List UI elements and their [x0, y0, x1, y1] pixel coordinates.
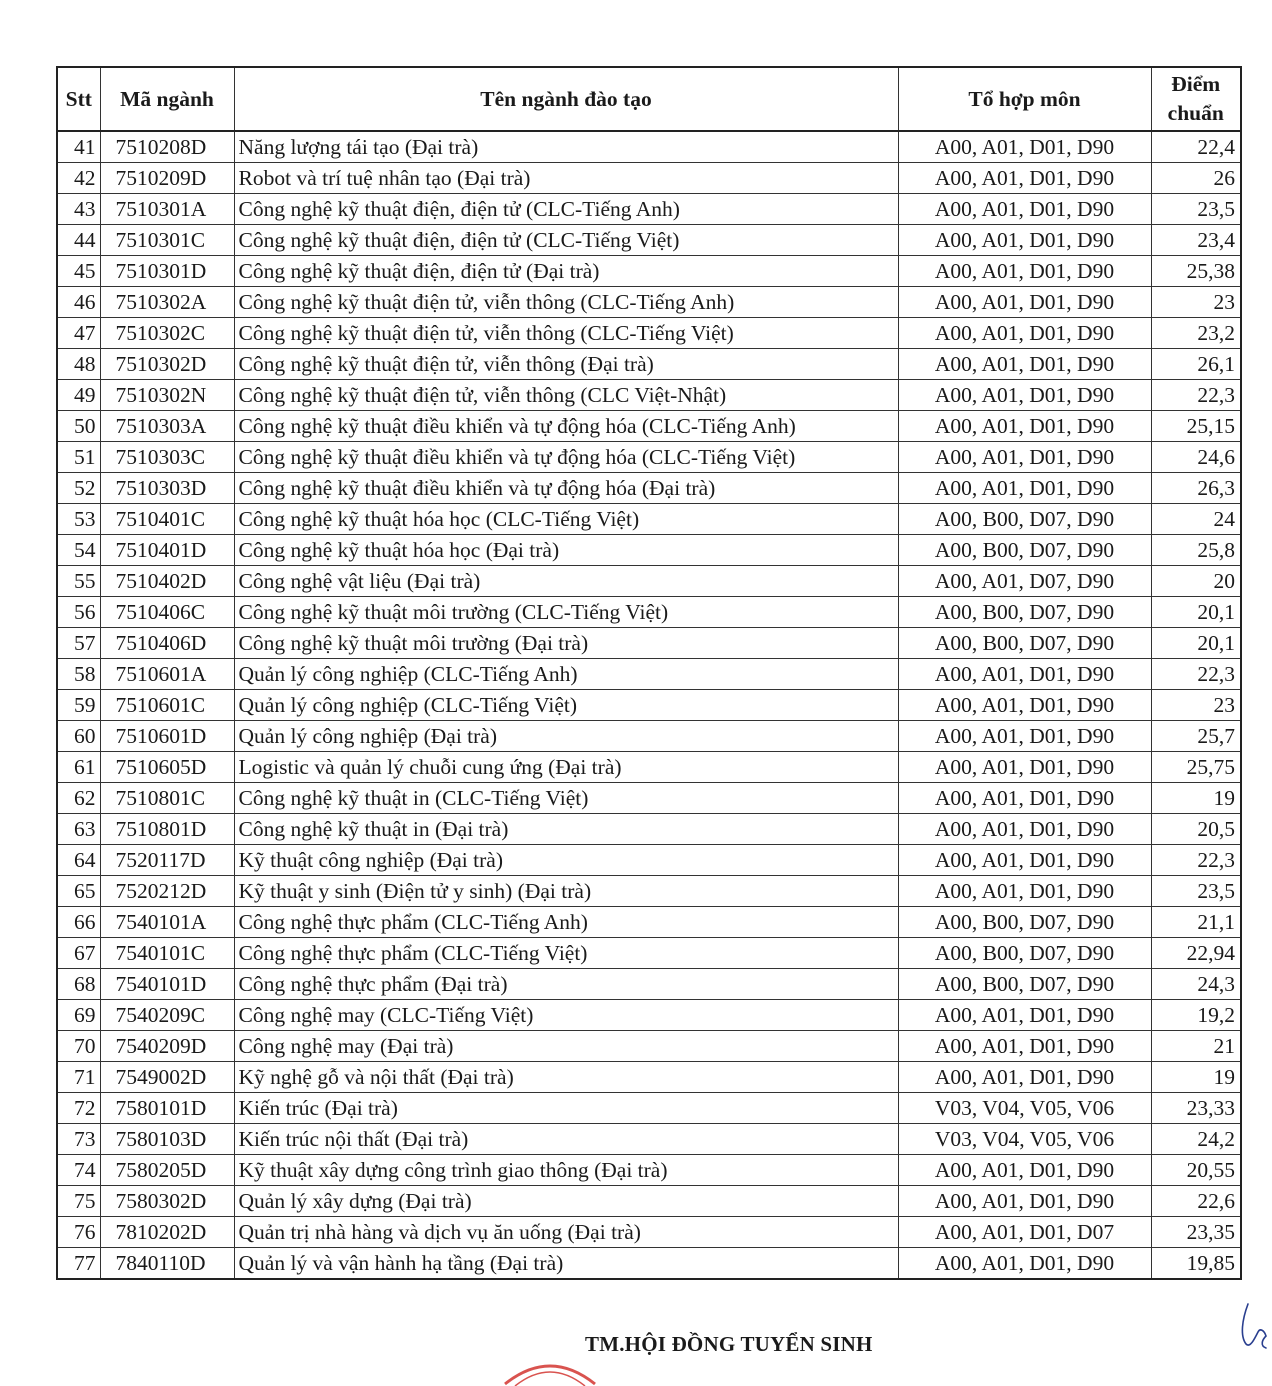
header-code: Mã ngành	[100, 67, 234, 131]
row-combo: A00, A01, D01, D90	[898, 876, 1151, 907]
row-name: Kiến trúc nội thất (Đại trà)	[234, 1124, 898, 1155]
table-row	[57, 473, 1241, 504]
row-code: 7540101D	[100, 969, 234, 1000]
row-score: 20,1	[1151, 597, 1241, 628]
table-row	[57, 442, 1241, 473]
row-combo: A00, B00, D07, D90	[898, 938, 1151, 969]
row-combo: A00, A01, D01, D90	[898, 256, 1151, 287]
row-code: 7510601A	[100, 659, 234, 690]
row-stt: 73	[57, 1124, 100, 1155]
row-name: Công nghệ kỹ thuật hóa học (CLC-Tiếng Việt)	[234, 504, 898, 535]
row-combo: A00, A01, D01, D90	[898, 287, 1151, 318]
row-combo: A00, B00, D07, D90	[898, 535, 1151, 566]
row-stt: 55	[57, 566, 100, 597]
row-code: 7510401D	[100, 535, 234, 566]
row-name: Quản lý công nghiệp (Đại trà)	[234, 721, 898, 752]
row-name: Quản lý công nghiệp (CLC-Tiếng Việt)	[234, 690, 898, 721]
row-code: 7510302C	[100, 318, 234, 349]
table-row	[57, 535, 1241, 566]
row-stt: 56	[57, 597, 100, 628]
row-code: 7549002D	[100, 1062, 234, 1093]
row-name: Công nghệ kỹ thuật điều khiển và tự động hóa (CLC-Tiếng Việt)	[234, 442, 898, 473]
row-code: 7510302D	[100, 349, 234, 380]
row-stt: 69	[57, 1000, 100, 1031]
row-name: Robot và trí tuệ nhân tạo (Đại trà)	[234, 163, 898, 194]
row-score: 25,7	[1151, 721, 1241, 752]
row-combo: A00, A01, D01, D07	[898, 1217, 1151, 1248]
table-row	[57, 845, 1241, 876]
row-name: Công nghệ kỹ thuật điện, điện tử (Đại trà)	[234, 256, 898, 287]
row-stt: 76	[57, 1217, 100, 1248]
row-stt: 50	[57, 411, 100, 442]
header-score: Điểm chuẩn	[1151, 67, 1241, 131]
row-code: 7510401C	[100, 504, 234, 535]
table-row	[57, 1217, 1241, 1248]
table-row	[57, 1000, 1241, 1031]
row-name: Logistic và quản lý chuỗi cung ứng (Đại trà)	[234, 752, 898, 783]
row-score: 24,2	[1151, 1124, 1241, 1155]
row-name: Công nghệ kỹ thuật điện, điện tử (CLC-Tiếng Việt)	[234, 225, 898, 256]
row-score: 22,94	[1151, 938, 1241, 969]
table-row	[57, 504, 1241, 535]
row-code: 7510209D	[100, 163, 234, 194]
row-score: 19,2	[1151, 1000, 1241, 1031]
row-stt: 68	[57, 969, 100, 1000]
row-name: Năng lượng tái tạo (Đại trà)	[234, 131, 898, 163]
row-stt: 62	[57, 783, 100, 814]
row-stt: 67	[57, 938, 100, 969]
table-row	[57, 1186, 1241, 1217]
row-name: Công nghệ thực phẩm (Đại trà)	[234, 969, 898, 1000]
table-row	[57, 1124, 1241, 1155]
table-row	[57, 1031, 1241, 1062]
admission-score-table	[56, 66, 1242, 1280]
row-combo: A00, A01, D01, D90	[898, 814, 1151, 845]
row-score: 22,3	[1151, 659, 1241, 690]
row-score: 23,4	[1151, 225, 1241, 256]
table-row	[57, 566, 1241, 597]
row-code: 7520212D	[100, 876, 234, 907]
row-combo: A00, B00, D07, D90	[898, 969, 1151, 1000]
row-name: Công nghệ kỹ thuật in (CLC-Tiếng Việt)	[234, 783, 898, 814]
row-code: 7510605D	[100, 752, 234, 783]
row-code: 7540209C	[100, 1000, 234, 1031]
table-row	[57, 659, 1241, 690]
row-combo: A00, A01, D01, D90	[898, 752, 1151, 783]
row-combo: A00, A01, D01, D90	[898, 659, 1151, 690]
row-code: 7510303A	[100, 411, 234, 442]
row-stt: 48	[57, 349, 100, 380]
row-score: 23	[1151, 287, 1241, 318]
row-combo: A00, A01, D01, D90	[898, 349, 1151, 380]
row-name: Công nghệ kỹ thuật điện, điện tử (CLC-Tiếng Anh)	[234, 194, 898, 225]
row-combo: A00, A01, D01, D90	[898, 194, 1151, 225]
row-name: Công nghệ kỹ thuật hóa học (Đại trà)	[234, 535, 898, 566]
row-stt: 65	[57, 876, 100, 907]
table-row	[57, 163, 1241, 194]
row-code: 7580205D	[100, 1155, 234, 1186]
row-combo: A00, A01, D01, D90	[898, 690, 1151, 721]
row-stt: 66	[57, 907, 100, 938]
table-row	[57, 1062, 1241, 1093]
table-body	[57, 131, 1241, 1279]
row-combo: A00, A01, D01, D90	[898, 1155, 1151, 1186]
row-combo: A00, A01, D01, D90	[898, 1248, 1151, 1280]
row-code: 7510301C	[100, 225, 234, 256]
row-combo: V03, V04, V05, V06	[898, 1124, 1151, 1155]
row-name: Công nghệ vật liệu (Đại trà)	[234, 566, 898, 597]
row-stt: 45	[57, 256, 100, 287]
row-stt: 63	[57, 814, 100, 845]
table-row	[57, 938, 1241, 969]
row-score: 20,55	[1151, 1155, 1241, 1186]
row-stt: 54	[57, 535, 100, 566]
row-name: Kỹ nghệ gỗ và nội thất (Đại trà)	[234, 1062, 898, 1093]
row-combo: A00, A01, D01, D90	[898, 131, 1151, 163]
row-stt: 46	[57, 287, 100, 318]
row-name: Công nghệ kỹ thuật điện tử, viễn thông (CLC-Tiếng Anh)	[234, 287, 898, 318]
row-code: 7510406D	[100, 628, 234, 659]
row-score: 26,3	[1151, 473, 1241, 504]
row-score: 23,2	[1151, 318, 1241, 349]
table-row	[57, 411, 1241, 442]
row-score: 20	[1151, 566, 1241, 597]
row-code: 7510601D	[100, 721, 234, 752]
row-combo: A00, A01, D01, D90	[898, 380, 1151, 411]
signature-mark	[1238, 1300, 1272, 1352]
row-combo: A00, A01, D01, D90	[898, 225, 1151, 256]
row-code: 7510601C	[100, 690, 234, 721]
table-row	[57, 628, 1241, 659]
row-combo: A00, A01, D01, D90	[898, 783, 1151, 814]
table-row	[57, 721, 1241, 752]
row-code: 7510301D	[100, 256, 234, 287]
table-row	[57, 131, 1241, 163]
row-stt: 52	[57, 473, 100, 504]
row-stt: 59	[57, 690, 100, 721]
row-name: Kỹ thuật công nghiệp (Đại trà)	[234, 845, 898, 876]
row-score: 24	[1151, 504, 1241, 535]
row-name: Quản lý và vận hành hạ tầng (Đại trà)	[234, 1248, 898, 1280]
row-code: 7580103D	[100, 1124, 234, 1155]
table-row	[57, 225, 1241, 256]
row-score: 19,85	[1151, 1248, 1241, 1280]
row-score: 20,1	[1151, 628, 1241, 659]
row-name: Công nghệ kỹ thuật môi trường (Đại trà)	[234, 628, 898, 659]
row-code: 7510303C	[100, 442, 234, 473]
row-name: Công nghệ kỹ thuật điện tử, viễn thông (Đại trà)	[234, 349, 898, 380]
row-stt: 51	[57, 442, 100, 473]
row-combo: V03, V04, V05, V06	[898, 1093, 1151, 1124]
row-score: 25,15	[1151, 411, 1241, 442]
row-stt: 58	[57, 659, 100, 690]
row-score: 24,6	[1151, 442, 1241, 473]
header-combo: Tổ hợp môn	[898, 67, 1151, 131]
table-header-row	[57, 67, 1241, 131]
header-stt: Stt	[57, 67, 100, 131]
row-stt: 47	[57, 318, 100, 349]
row-code: 7510301A	[100, 194, 234, 225]
table-row	[57, 597, 1241, 628]
row-score: 22,3	[1151, 380, 1241, 411]
row-score: 21	[1151, 1031, 1241, 1062]
council-signature-title: TM.HỘI ĐỒNG TUYỂN SINH	[585, 1332, 873, 1356]
row-code: 7510302N	[100, 380, 234, 411]
row-name: Công nghệ kỹ thuật điện tử, viễn thông (CLC-Tiếng Việt)	[234, 318, 898, 349]
row-code: 7510406C	[100, 597, 234, 628]
row-score: 23,35	[1151, 1217, 1241, 1248]
row-combo: A00, A01, D01, D90	[898, 318, 1151, 349]
row-code: 7510302A	[100, 287, 234, 318]
row-combo: A00, A01, D01, D90	[898, 1186, 1151, 1217]
row-name: Công nghệ may (Đại trà)	[234, 1031, 898, 1062]
row-name: Công nghệ thực phẩm (CLC-Tiếng Anh)	[234, 907, 898, 938]
table-row	[57, 256, 1241, 287]
row-score: 20,5	[1151, 814, 1241, 845]
row-score: 25,8	[1151, 535, 1241, 566]
row-combo: A00, A01, D01, D90	[898, 473, 1151, 504]
row-code: 7510801C	[100, 783, 234, 814]
row-name: Công nghệ kỹ thuật điều khiển và tự động hóa (Đại trà)	[234, 473, 898, 504]
row-score: 25,75	[1151, 752, 1241, 783]
row-combo: A00, A01, D01, D90	[898, 845, 1151, 876]
row-code: 7540101A	[100, 907, 234, 938]
row-code: 7580302D	[100, 1186, 234, 1217]
table-row	[57, 752, 1241, 783]
row-stt: 77	[57, 1248, 100, 1280]
row-score: 23,5	[1151, 194, 1241, 225]
header-name: Tên ngành đào tạo	[234, 67, 898, 131]
row-name: Quản trị nhà hàng và dịch vụ ăn uống (Đại trà)	[234, 1217, 898, 1248]
table-row	[57, 194, 1241, 225]
row-stt: 60	[57, 721, 100, 752]
row-combo: A00, B00, D07, D90	[898, 907, 1151, 938]
table-row	[57, 318, 1241, 349]
row-score: 24,3	[1151, 969, 1241, 1000]
row-combo: A00, B00, D07, D90	[898, 504, 1151, 535]
row-stt: 43	[57, 194, 100, 225]
table-row	[57, 876, 1241, 907]
row-score: 25,38	[1151, 256, 1241, 287]
row-name: Kỹ thuật y sinh (Điện tử y sinh) (Đại trà)	[234, 876, 898, 907]
row-score: 21,1	[1151, 907, 1241, 938]
row-name: Công nghệ kỹ thuật điều khiển và tự động hóa (CLC-Tiếng Anh)	[234, 411, 898, 442]
row-stt: 53	[57, 504, 100, 535]
table-row	[57, 907, 1241, 938]
row-stt: 64	[57, 845, 100, 876]
row-name: Quản lý xây dựng (Đại trà)	[234, 1186, 898, 1217]
row-score: 19	[1151, 1062, 1241, 1093]
table-row	[57, 690, 1241, 721]
row-name: Kiến trúc (Đại trà)	[234, 1093, 898, 1124]
row-score: 26	[1151, 163, 1241, 194]
table-row	[57, 1248, 1241, 1280]
row-stt: 71	[57, 1062, 100, 1093]
row-code: 7510303D	[100, 473, 234, 504]
table-row	[57, 349, 1241, 380]
row-combo: A00, A01, D01, D90	[898, 1000, 1151, 1031]
row-stt: 61	[57, 752, 100, 783]
table-row	[57, 1155, 1241, 1186]
row-code: 7540101C	[100, 938, 234, 969]
row-name: Công nghệ kỹ thuật điện tử, viễn thông (CLC Việt-Nhật)	[234, 380, 898, 411]
row-combo: A00, A01, D01, D90	[898, 411, 1151, 442]
row-score: 19	[1151, 783, 1241, 814]
row-combo: A00, B00, D07, D90	[898, 597, 1151, 628]
row-code: 7510801D	[100, 814, 234, 845]
row-stt: 74	[57, 1155, 100, 1186]
row-score: 22,4	[1151, 131, 1241, 163]
row-combo: A00, A01, D01, D90	[898, 442, 1151, 473]
row-stt: 70	[57, 1031, 100, 1062]
row-stt: 72	[57, 1093, 100, 1124]
table-row	[57, 1093, 1241, 1124]
row-score: 22,6	[1151, 1186, 1241, 1217]
row-score: 23,33	[1151, 1093, 1241, 1124]
row-stt: 41	[57, 131, 100, 163]
row-stt: 57	[57, 628, 100, 659]
row-code: 7540209D	[100, 1031, 234, 1062]
row-combo: A00, A01, D07, D90	[898, 566, 1151, 597]
row-code: 7580101D	[100, 1093, 234, 1124]
row-stt: 49	[57, 380, 100, 411]
row-combo: A00, A01, D01, D90	[898, 721, 1151, 752]
row-score: 23,5	[1151, 876, 1241, 907]
row-stt: 75	[57, 1186, 100, 1217]
row-combo: A00, B00, D07, D90	[898, 628, 1151, 659]
row-name: Công nghệ kỹ thuật môi trường (CLC-Tiếng Việt)	[234, 597, 898, 628]
row-combo: A00, A01, D01, D90	[898, 1062, 1151, 1093]
row-combo: A00, A01, D01, D90	[898, 1031, 1151, 1062]
table-row	[57, 380, 1241, 411]
row-code: 7510402D	[100, 566, 234, 597]
row-name: Công nghệ kỹ thuật in (Đại trà)	[234, 814, 898, 845]
row-code: 7510208D	[100, 131, 234, 163]
row-score: 23	[1151, 690, 1241, 721]
table-row	[57, 814, 1241, 845]
row-name: Công nghệ may (CLC-Tiếng Việt)	[234, 1000, 898, 1031]
row-code: 7520117D	[100, 845, 234, 876]
row-code: 7810202D	[100, 1217, 234, 1248]
row-name: Công nghệ thực phẩm (CLC-Tiếng Việt)	[234, 938, 898, 969]
row-combo: A00, A01, D01, D90	[898, 163, 1151, 194]
table-row	[57, 783, 1241, 814]
row-stt: 44	[57, 225, 100, 256]
table-row	[57, 287, 1241, 318]
table-row	[57, 969, 1241, 1000]
row-name: Quản lý công nghiệp (CLC-Tiếng Anh)	[234, 659, 898, 690]
row-name: Kỹ thuật xây dựng công trình giao thông (Đại trà)	[234, 1155, 898, 1186]
row-score: 26,1	[1151, 349, 1241, 380]
row-stt: 42	[57, 163, 100, 194]
row-code: 7840110D	[100, 1248, 234, 1280]
row-score: 22,3	[1151, 845, 1241, 876]
